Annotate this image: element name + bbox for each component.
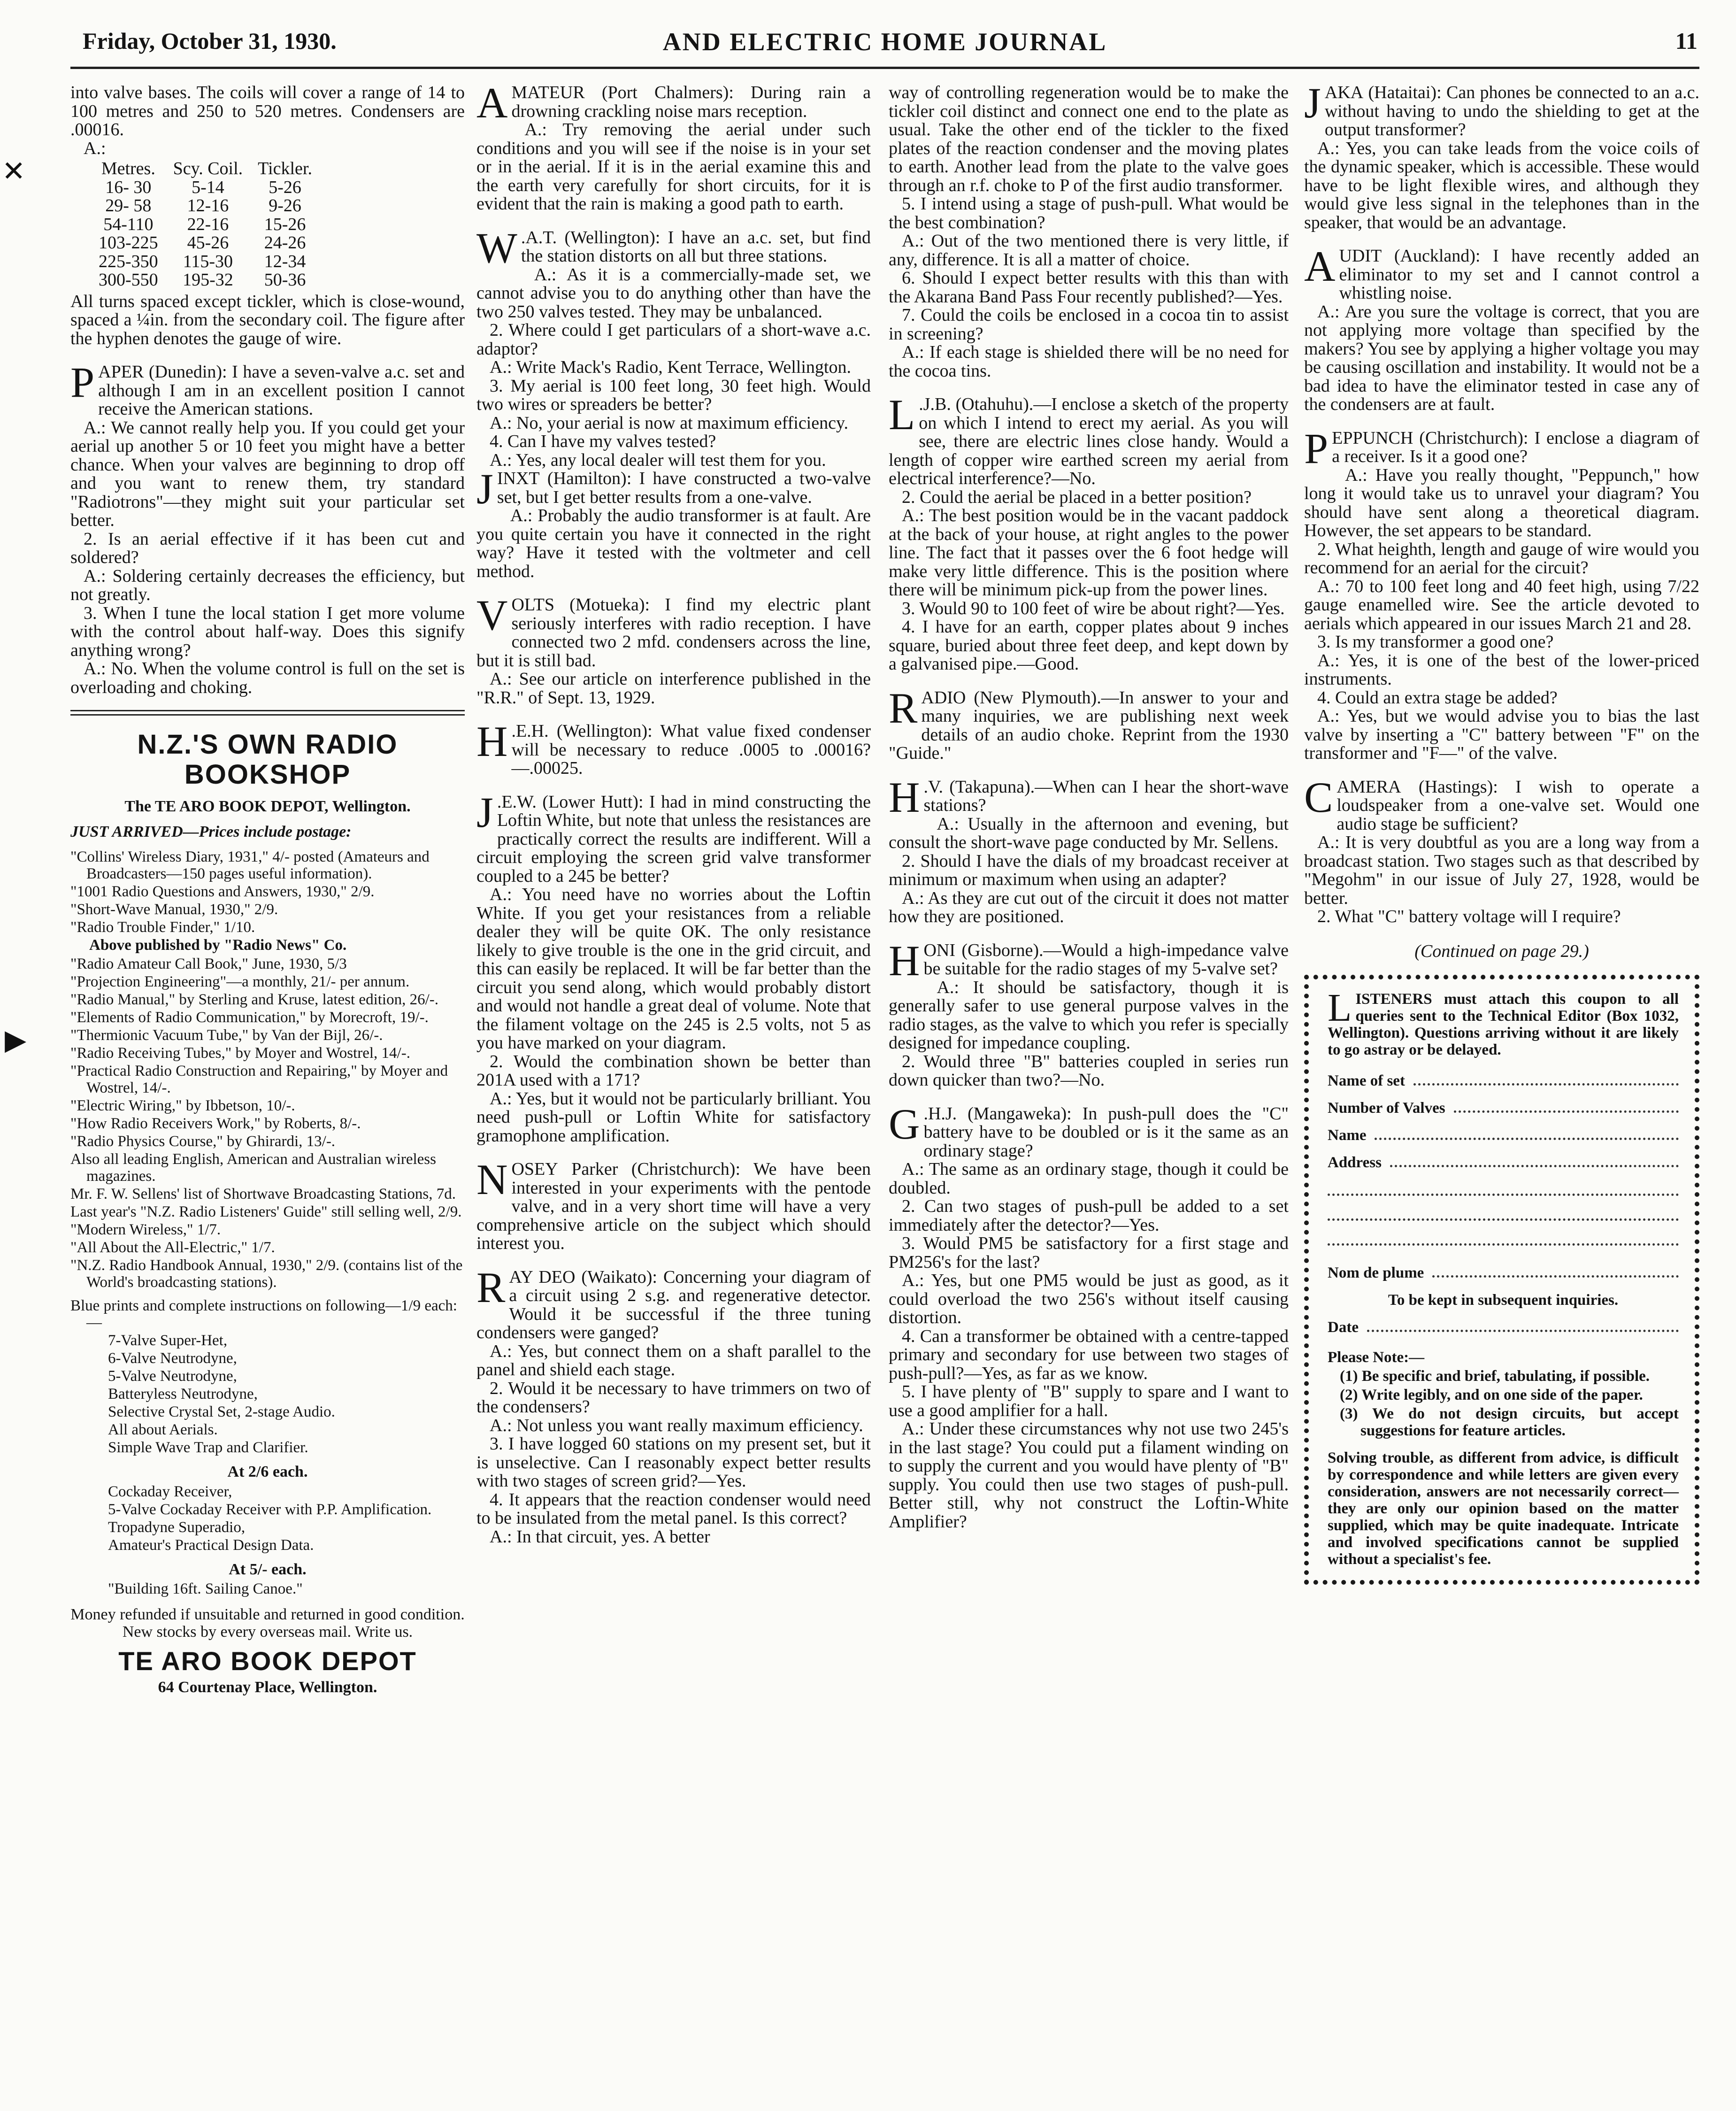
ad-address: 64 Courtenay Place, Wellington. [158, 1678, 377, 1696]
query-text [889, 773, 1289, 821]
question: 6. Should I expect better results with this than with the Akarana Band Pass Four recently published?—Yes. [889, 268, 1289, 307]
answer: A.: Yes, any local dealer will test them for you. [490, 450, 826, 470]
continued-notice: (Continued on page 29.) [1414, 941, 1589, 961]
answer: A.: As they are cut out of the circuit it does not matter how they are positioned. [889, 888, 1289, 926]
table-header: Scy. Coil. [173, 159, 243, 178]
column-1 [70, 84, 465, 1696]
paragraph: All turns spaced except tickler, which is close-wound, spaced a ¼in. from the secondary coil. The figure after the hyphen denotes the gauge of wire. [70, 291, 465, 348]
query-coupon [1304, 975, 1699, 1585]
table-cell: 195-32 [183, 270, 233, 290]
list-item: Batteryless Neutrodyne, [108, 1386, 258, 1402]
list-item: Last year's "N.Z. Radio Listeners' Guide" still selling well, 2/9. [70, 1203, 462, 1220]
drop-cap: R [889, 684, 918, 732]
query-wat [476, 223, 871, 470]
table-cell: 5-26 [269, 177, 301, 197]
column-2 [476, 79, 871, 1547]
drop-cap: G [889, 1100, 920, 1148]
list-item: 5-Valve Neutrodyne, [108, 1368, 237, 1385]
list-item: 7-Valve Super-Het, [108, 1332, 228, 1349]
answer: A.: The best position would be in the vacant paddock at the back of your house, at right angles to the power line. The fact that it passes over the 6 foot hedge will make very little difference. This is the position where there will be minimum pick-up from the power lines. [889, 506, 1289, 600]
answer: A.: The same as an ordinary stage, though it could be doubled. [889, 1159, 1289, 1198]
drop-cap: H [476, 717, 508, 765]
answer: A.: Yes, but we would advise you to bias the last valve by inserting a "C" battery between "F" on the transformer and "F—" of the valve. [1304, 706, 1699, 763]
note-heading: Please Note:— [1328, 1349, 1425, 1366]
query-raydeo [476, 1263, 871, 1547]
question: 3. Would PM5 be satisfactory for a first stage and PM256's for the last? [889, 1233, 1289, 1272]
list-item: "How Radio Receivers Work," by Roberts, 8/-. [70, 1115, 361, 1132]
list-item: "Radio Manual," by Sterling and Kruse, latest edition, 26/-. [70, 991, 438, 1008]
table-cell: 115-30 [183, 251, 233, 271]
list-item: "Radio Receiving Tubes," by Moyer and Wostrel, 14/-. [70, 1045, 410, 1062]
coupon-instructions: ISTENERS must attach this coupon to all queries sent to the Technical Editor (Box 1032, Wellington). Questions arriving without it are likely to go astray or be delayed. [1328, 991, 1679, 1058]
drop-cap: W [476, 223, 517, 272]
query-radio [889, 684, 1289, 763]
correspondent-name: MATEUR [511, 83, 585, 102]
plan-list [70, 1580, 465, 1597]
list-item: "Radio Trouble Finder," 1/10. [70, 919, 255, 936]
query-text [476, 591, 871, 670]
question: 2. Should I have the dials of my broadcast receiver at minimum or maximum when using an adapter? [889, 851, 1289, 889]
correspondent-name: ADIO [921, 687, 966, 708]
query-hv [889, 773, 1289, 926]
margin-arrow-icon: ▶ [5, 1025, 27, 1056]
field-number-of-valves[interactable] [1328, 1100, 1679, 1117]
table-header: Tickler. [258, 159, 312, 178]
table-cell: 54-110 [103, 214, 154, 234]
price-heading: At 2/6 each. [227, 1463, 308, 1480]
table-cell: 16- 30 [105, 177, 152, 197]
ad-headline: N.Z.'S OWN RADIO BOOKSHOP [137, 729, 398, 790]
list-item: All about Aerials. [108, 1421, 218, 1438]
question: 5. I have plenty of "B" supply to spare and I want to use a good amplifier for a hall. [889, 1382, 1289, 1420]
correspondent-name: .H.J. [923, 1103, 957, 1124]
field-label: Nom de plume [1328, 1264, 1424, 1281]
answer: A.: Soldering certainly decreases the efficiency, but not greatly. [70, 566, 465, 604]
list-item: "Practical Radio Construction and Repairing," by Moyer and Wostrel, 14/-. [70, 1063, 448, 1096]
table-cell: 15-26 [264, 214, 306, 234]
book-list [70, 848, 465, 936]
drop-cap: J [1304, 79, 1321, 127]
question: 3. I have logged 60 stations on my present set, but it is unselective. Can I reasonably expect better results with two stages of screen grid?—Yes. [476, 1434, 871, 1491]
query-ljb [889, 391, 1289, 674]
ad-subheading: The TE ARO BOOK DEPOT, Wellington. [124, 798, 411, 815]
question: (Mangaweka): In push-pull does the "C" battery have to be doubled or is it the same as an ordinary stage? [923, 1103, 1289, 1161]
field-label: Name [1328, 1127, 1367, 1144]
drop-cap: J [476, 788, 493, 836]
question: (Hataitai): Can phones be connected to an a.c. without having to undo the shielding to get at the output transformer? [1324, 83, 1699, 139]
table-cell: 12-16 [187, 196, 229, 216]
dotted-line [1454, 1100, 1679, 1113]
question: (Waikato): Concerning your diagram of a circuit using 2 s.g. and regenerative detector. Would it be successful if the three tuning condensers were ganged? [476, 1267, 871, 1342]
table-cell: 103-225 [99, 233, 158, 253]
question: 3. Is my transformer a good one? [1317, 632, 1554, 652]
dotted-line [1390, 1155, 1679, 1167]
query-text [889, 391, 1289, 488]
query-text [70, 358, 465, 419]
correspondent-name: AY DEO [509, 1267, 576, 1287]
dotted-line [1432, 1265, 1679, 1278]
margin-mark-icon: ✕ [2, 156, 26, 187]
answer: A.: Write Mack's Radio, Kent Terrace, Wellington. [490, 357, 851, 377]
query-honi [889, 936, 1289, 1090]
query-heh [476, 717, 871, 778]
question: 2. Could the aerial be placed in a better position? [902, 487, 1252, 507]
list-item: "Electric Wiring," by Ibbetson, 10/-. [70, 1097, 295, 1114]
field-nom-de-plume[interactable] [1328, 1264, 1679, 1281]
answer: A.: Are you sure the voltage is correct, that you are not applying more voltage than specified by the makers? You see by applying a higher voltage you may be causing oscillation and instability. It would not be a bad idea to have the eliminator tested in case any of the condensers are at fault. [1304, 301, 1699, 414]
question: (Auckland): I have recently added an eliminator to my set and I cannot control a whistling noise. [1339, 246, 1699, 303]
field-label: Number of Valves [1328, 1100, 1445, 1117]
dotted-line [1375, 1127, 1679, 1140]
answer: A.: Yes, but one PM5 would be just as good, as it could overload the two 256's without itself causing distortion. [889, 1271, 1289, 1327]
refund-notice: Money refunded if unsuitable and returned in good condition. New stocks by every overseas mail. Write us. [70, 1606, 465, 1641]
table-row [99, 216, 327, 234]
answer: A.: No, your aerial is now at maximum efficiency. [490, 413, 849, 433]
list-item: "Elements of Radio Communication," by Morecroft, 19/-. [70, 1009, 429, 1026]
query-text [476, 79, 871, 127]
answer: A.: No. When the volume control is full on the set is overloading and choking. [70, 659, 465, 697]
answer: A.: If each stage is shielded there will be no need for the cocoa tins. [889, 342, 1289, 381]
list-item: "Projection Engineering"—a monthly, 21/- per annum. [70, 973, 410, 990]
address-line[interactable] [1328, 1207, 1679, 1221]
list-item: "Short-Wave Manual, 1930," 2/9. [70, 901, 278, 918]
drop-cap: P [1304, 424, 1329, 472]
drop-cap: A [476, 79, 508, 127]
question: 2. Would it be necessary to have trimmers on two of the condensers? [476, 1378, 871, 1417]
table-cell: 29- 58 [105, 196, 152, 216]
question: Parker (Christchurch): We have been interested in your experiments with the pentode valve, and in a very short time will have a very comprehensive article on the subject which should interest you. [476, 1159, 871, 1253]
answer: A.: In that circuit, yes. A better [490, 1526, 710, 1547]
answer-label: A.: [84, 138, 106, 158]
masthead [70, 24, 1699, 69]
drop-cap: R [476, 1263, 506, 1311]
table-cell: 12-34 [264, 251, 306, 271]
query-peppunch [1304, 424, 1699, 763]
query-jaka [1304, 79, 1699, 232]
note-item: (1) Be specific and brief, tabulating, if possible. [1340, 1368, 1650, 1385]
question: 5. I intend using a stage of push-pull. What would be the best combination? [889, 194, 1289, 232]
list-item: Cockaday Receiver, [108, 1483, 232, 1500]
list-item: Blue prints and complete instructions on following—1/9 each:— [70, 1297, 457, 1331]
ad-footer: TE ARO BOOK DEPOT [118, 1646, 417, 1676]
query-text [476, 465, 871, 513]
correspondent-name: .E.W. [497, 792, 537, 812]
answer: A.: We cannot really help you. If you could get your aerial up another 5 or 10 feet you might have a better chance. When your valves are beginning to drop off and you want to renew them, try standard "Radiotrons"—they might suit your particular set better. [70, 417, 465, 530]
question: (Dunedin): I have a seven-valve a.c. set and although I am in an excellent position I cannot receive the American stations. [98, 362, 465, 419]
correspondent-name: .V. [923, 777, 943, 797]
query-volts [476, 591, 871, 708]
question: (Wellington): I have an a.c. set, but find the station distorts on all but three stations. [521, 227, 871, 266]
table-header: Metres. [101, 159, 155, 178]
plan-list [70, 1483, 465, 1554]
question: (Motueka): I find my electric plant seriously interferes with radio reception. I have connected two 2 mfd. condensers across the line, but it is still bad. [476, 595, 871, 670]
correspondent-name: EPPUNCH [1332, 428, 1413, 448]
correspondent-name: ONI [923, 940, 955, 960]
table-cell: 22-16 [187, 214, 229, 234]
answer: A.: Yes, but connect them on a shaft parallel to the panel and shield each stage. [476, 1341, 871, 1379]
question: 7. Could the coils be enclosed in a cocoa tin to assist in screening? [889, 305, 1289, 344]
query-camera [1304, 773, 1699, 926]
query-text [889, 1100, 1289, 1161]
question: 2. Where could I get particulars of a short-wave a.c. adaptor? [476, 320, 871, 359]
query-jew [476, 788, 871, 1146]
answer: A.: Out of the two mentioned there is very little, if any, difference. It is all a matter of choice. [889, 231, 1289, 270]
issue-date: Friday, October 31, 1930. [83, 28, 337, 54]
drop-cap: A [1304, 242, 1336, 290]
table-row [99, 197, 327, 216]
answer: A.: Yes, but it would not be particularly brilliant. You need push-pull or Loftin White for satisfactory gramophone amplification. [476, 1088, 871, 1146]
list-item: Selective Crystal Set, 2-stage Audio. [108, 1403, 335, 1420]
question: 4. Could an extra stage be added? [1317, 687, 1558, 708]
field-date[interactable] [1328, 1319, 1679, 1336]
list-item: "Building 16ft. Sailing Canoe." [108, 1580, 303, 1597]
coil-table [99, 160, 327, 290]
query-text [889, 684, 1289, 763]
table-cell: 45-26 [187, 233, 229, 253]
question: (Wellington): What value fixed condenser will be necessary to reduce .0005 to .00016?—.00025. [511, 721, 871, 778]
question: (Hamilton): I have constructed a two-valve set, but I get better results from a one-valve. [497, 469, 871, 507]
address-line[interactable] [1328, 1232, 1679, 1246]
table-row [99, 271, 327, 290]
query-paper [70, 358, 465, 697]
list-item: Mr. F. W. Sellens' list of Shortwave Broadcasting Stations, 7d. [70, 1186, 456, 1202]
drop-cap: P [70, 358, 95, 406]
table-row [99, 234, 327, 253]
table-cell: 300-550 [99, 270, 158, 290]
column-4 [1304, 79, 1699, 1585]
answer: A.: Yes, you can take leads from the voice coils of the dynamic speaker, which is accessible. These would have to be light flexible wires, and although they would give less signal in the telephones than in the speaker, that would be an advantage. [1304, 138, 1699, 232]
table-cell: 5-14 [192, 177, 224, 197]
publication-title: AND ELECTRIC HOME JOURNAL [662, 28, 1107, 56]
drop-cap: H [889, 773, 920, 821]
coupon-intro [1328, 986, 1679, 1058]
drop-cap: H [889, 936, 920, 985]
column-3 [889, 84, 1289, 1531]
question: (Hastings): I wish to operate a loudspeaker from a one-valve set. Would one audio stage be sufficient? [1337, 777, 1699, 834]
note-item: (2) Write legibly, and on one side of the paper. [1340, 1387, 1643, 1403]
question: 2. Would three "B" batteries coupled in series run down quicker than two?—No. [889, 1051, 1289, 1090]
divider [70, 710, 465, 716]
query-amateur [476, 79, 871, 214]
answer: A.: Usually in the afternoon and evening, but consult the short-wave page conducted by Mr. Sellens. [889, 814, 1289, 852]
question: 3. My aerial is 100 feet long, 30 feet high. Would two wires or spreaders be better? [476, 376, 871, 414]
table-row [99, 178, 327, 197]
list-item: "N.Z. Radio Handbook Annual, 1930," 2/9. (contains list of the World's broadcasting stations). [70, 1257, 463, 1291]
query-text [476, 1156, 871, 1253]
question: (Christchurch): I enclose a diagram of a receiver. Is it a good one? [1332, 428, 1699, 466]
table-row [99, 253, 327, 271]
question: (New Plymouth).—In answer to your and many inquiries, we are publishing next week details of an audio choke. Reprint from the 1930 "Guide." [889, 687, 1289, 763]
correspondent-name: OLTS [511, 595, 554, 615]
field-name-of-set[interactable] [1328, 1072, 1679, 1089]
answer: A.: Yes, it is one of the best of the lower-priced instruments. [1304, 650, 1699, 689]
drop-cap: L [1328, 986, 1352, 1030]
ad-intro: JUST ARRIVED—Prices include postage: [70, 823, 352, 840]
question: (Gisborne).—Would a high-impedance valve be suitable for the radio stages of my 5-valve set? [923, 940, 1289, 978]
question: 3. When I tune the local station I get more volume with the control about half-way. Does this signify anything wrong? [70, 603, 465, 660]
field-name[interactable] [1328, 1127, 1679, 1144]
field-label: Address [1328, 1154, 1382, 1171]
list-item: Amateur's Practical Design Data. [108, 1536, 314, 1554]
question: (Takapuna).—When can I hear the short-wave stations? [923, 777, 1289, 815]
list-item: "1001 Radio Questions and Answers, 1930," 2/9. [70, 883, 375, 900]
question: 4. Can a transformer be obtained with a centre-tapped primary and secondary for use between two stages of push-pull?—Yes, as far as we know. [889, 1326, 1289, 1383]
field-label: Name of set [1328, 1072, 1405, 1089]
question: (Otahuhu).—I enclose a sketch of the property on which I intend to erect my aerial. As you will see, there are electric lines close handy. Would a length of copper wire earthed screen my aerial from electrical interference?—No. [889, 394, 1289, 488]
question: 4. It appears that the reaction condenser would need to be insulated from the metal panel. Is this correct? [476, 1489, 871, 1528]
correspondent-name: INXT [497, 469, 540, 488]
correspondent-name: .E.H. [511, 721, 549, 741]
dotted-line [1413, 1073, 1679, 1086]
query-text [476, 1263, 871, 1342]
blueprint-list [70, 1297, 465, 1331]
address-line[interactable] [1328, 1182, 1679, 1196]
page-number: 11 [1675, 28, 1698, 54]
continued-answer: way of controlling regeneration would be to make the tickler coil distinct and connect one end to the plate as usual. Take the other end of the tickler to the fixed plates of the reaction condenser and the moving plates to earth. Another lead from the plate to the valve goes through an r.f. choke to P of the first audio transformer. [889, 83, 1289, 195]
dotted-line [1367, 1319, 1679, 1332]
answer: A.: Probably the audio transformer is at fault. Are you quite certain you have it connected in the right way? Have it tested with the voltmeter and cell method. [476, 506, 871, 581]
answer: A.: Try removing the aerial under such conditions and you will see if the noise is in your set or in the aerial. If it is in the aerial examine this and the earth very carefully for short circuits, for it is evident that the rain is making a good path to earth. [476, 120, 871, 214]
correspondent-name: .J.B. [919, 394, 951, 414]
answer: A.: It is very doubtful as you are a long way from a broadcast station. Two stages such as that described by "Megohm" in our issue of July 27, 1928, would be better. [1304, 832, 1699, 908]
drop-cap: V [476, 591, 508, 639]
drop-cap: J [476, 465, 493, 513]
correspondent-name: UDIT [1339, 246, 1382, 266]
query-text [1304, 242, 1699, 303]
table-cell: 50-36 [264, 270, 306, 290]
answer: A.: Under these circumstances why not use two 245's in the last stage? You could put a filament winding on to supply the current and you would have plenty of "B" supply. You could then use two stages of push-pull. Better still, why not construct the Loftin-White Amplifier? [889, 1419, 1289, 1532]
book-list [70, 955, 465, 1291]
table-header-row [99, 160, 327, 178]
question: 3. Would 90 to 100 feet of wire be about right?—Yes. [902, 598, 1285, 618]
list-item: "Modern Wireless," 1/7. [70, 1221, 221, 1238]
correspondent-name: .A.T. [521, 227, 557, 247]
question: 2. Would the combination shown be better than 201A used with a 171? [476, 1051, 871, 1090]
answer: A.: It should be satisfactory, though it is generally safer to use general purpose valves in the radio stages, as the valve to which you refer is specially designed for impedance coupling. [889, 977, 1289, 1053]
answer: A.: See our article on interference published in the "R.R." of Sept. 13, 1929. [476, 669, 871, 708]
bookshop-advertisement [70, 710, 465, 1696]
list-item: 6-Valve Neutrodyne, [108, 1350, 237, 1367]
correspondent-name: APER [98, 362, 144, 382]
correspondent-name: AKA [1324, 83, 1364, 102]
keep-note: To be kept in subsequent inquiries. [1388, 1292, 1619, 1309]
query-audit [1304, 242, 1699, 414]
question: 4. I have for an earth, copper plates about 9 inches square, buried about three feet deep, and kept down by a galvanised pipe.—Good. [889, 617, 1289, 674]
list-item: "All About the All-Electric," 1/7. [70, 1239, 275, 1256]
field-label: Date [1328, 1319, 1359, 1336]
answer: A.: As it is a commercially-made set, we cannot advise you to do anything other than have the two 250 valves tested. They may be unbalanced. [476, 264, 871, 322]
query-ghj [889, 1100, 1289, 1532]
list-item: 5-Valve Cockaday Receiver with P.P. Amplification. [108, 1501, 432, 1518]
question: 2. Is an aerial effective if it has been cut and soldered? [70, 529, 465, 567]
plan-list [70, 1332, 465, 1456]
answer: A.: Have you really thought, "Peppunch," how long it would take us to unravel your diagram? You should have sent along a theoretical diagram. However, the set appears to be standard. [1304, 465, 1699, 540]
query-text [476, 788, 871, 886]
question: 2. What heighth, length and gauge of wire would you recommend for an aerial for the circuit? [1304, 539, 1699, 578]
query-text [1304, 773, 1699, 834]
question: (Port Chalmers): During rain a drowning crackling noise mars reception. [511, 83, 871, 121]
question: 4. Can I have my valves tested? [490, 431, 716, 451]
query-text [889, 936, 1289, 985]
query-text [476, 223, 871, 272]
query-text [1304, 79, 1699, 139]
table-cell: 9-26 [269, 196, 301, 216]
price-heading: At 5/- each. [229, 1560, 307, 1578]
correspondent-name: OSEY [511, 1159, 558, 1179]
answer: A.: Not unless you want really maximum efficiency. [490, 1415, 863, 1435]
note-item: (3) We do not design circuits, but accept suggestions for feature articles. [1340, 1405, 1679, 1439]
query-text [1304, 424, 1699, 472]
list-item: Tropadyne Superadio, [108, 1518, 246, 1536]
publisher-note: Above published by "Radio News" Co. [89, 937, 347, 954]
query-nosey [476, 1156, 871, 1253]
question: (Lower Hutt): I had in mind constructing the Loftin White, but note that unless the resistances are practically correct the results are indifferent. Will a circuit employing the screen grid valve transformer coupled to a 245 be better? [476, 792, 871, 886]
drop-cap: N [476, 1156, 508, 1203]
query-text [476, 717, 871, 778]
list-item: Also all leading English, American and Australian wireless magazines. [70, 1151, 436, 1185]
drop-cap: C [1304, 773, 1333, 821]
table-cell: 225-350 [99, 251, 158, 271]
paragraph: into valve bases. The coils will cover a range of 14 to 100 metres and 250 to 520 metres. Condensers are .00016. [70, 83, 465, 139]
answer: A.: 70 to 100 feet long and 40 feet high, using 7/22 gauge enamelled wire. See the article devoted to aerials which appeared in our issues March 21 and 28. [1304, 576, 1699, 633]
coupon-disclaimer: Solving trouble, as different from advice, is difficult by correspondence and while letters are given every consideration, answers are not necessarily correct—they are only our opinion based on the matter supplied, which may be quite inadequate. Intricate and involved specifications cannot be supplied without a specialist's fee. [1328, 1449, 1679, 1568]
list-item: "Radio Amateur Call Book," June, 1930, 5/3 [70, 955, 347, 972]
list-item: "Radio Physics Course," by Ghirardi, 13/-. [70, 1133, 336, 1150]
drop-cap: L [889, 391, 915, 439]
answer: A.: You need have no worries about the Loftin White. If you get your resistances from a reliable dealer they will be quite OK. The only resistance likely to give trouble is the one in the grid circuit, and this can easily be replaced. It will be far better than the circuit you send along, which would probably distort and would not handle a great deal of volume. Note that the filament voltage on the 245 is 2.5 volts, not 5 as you have marked on your diagram. [476, 885, 871, 1053]
list-item: "Collins' Wireless Diary, 1931," 4/- posted (Amateurs and Broadcasters—150 pages useful information). [70, 848, 430, 882]
list-item: Simple Wave Trap and Clarifier. [108, 1439, 308, 1456]
query-jinxt [476, 465, 871, 581]
list-item: "Thermionic Vacuum Tube," by Van der Bijl, 26/-. [70, 1027, 383, 1044]
table-cell: 24-26 [264, 233, 306, 253]
field-address[interactable] [1328, 1154, 1679, 1171]
question: 2. What "C" battery voltage will I require? [1317, 907, 1621, 926]
correspondent-name: AMERA [1337, 777, 1401, 797]
question: 2. Can two stages of push-pull be added to a set immediately after the detector?—Yes. [889, 1196, 1289, 1235]
